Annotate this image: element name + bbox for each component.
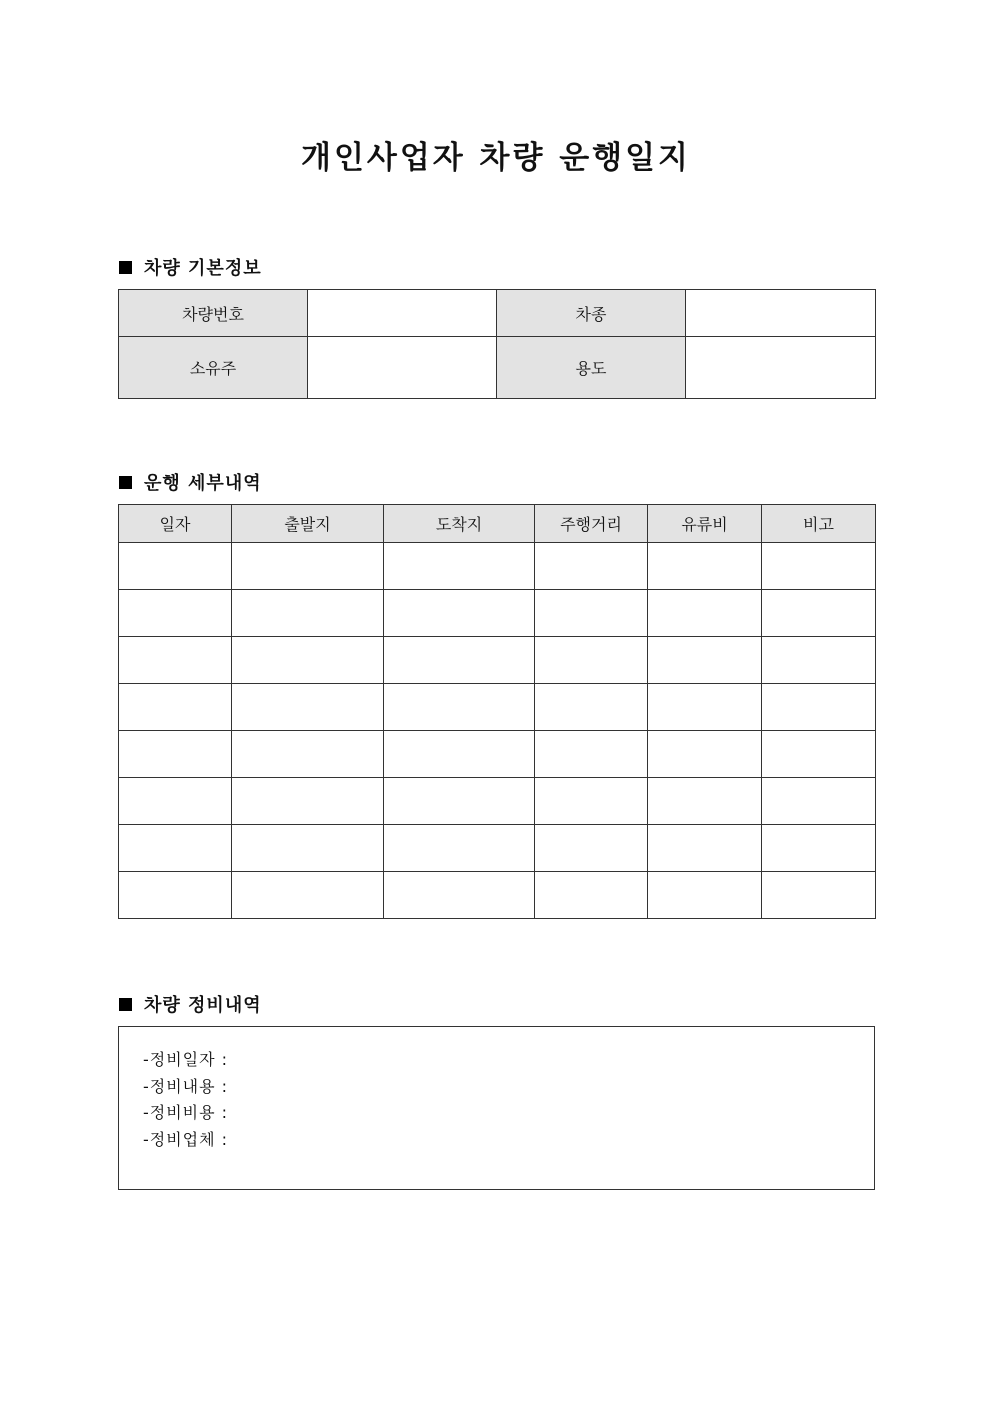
table-cell[interactable] — [384, 543, 535, 590]
table-row — [119, 825, 876, 872]
table-cell[interactable] — [119, 825, 232, 872]
section-heading-basic — [119, 254, 262, 280]
table-cell[interactable] — [384, 872, 535, 919]
table-cell[interactable] — [648, 778, 762, 825]
table-cell[interactable] — [762, 590, 876, 637]
table-row — [119, 731, 876, 778]
table-cell[interactable] — [119, 543, 232, 590]
table-cell[interactable] — [535, 825, 648, 872]
trip-detail-table — [118, 504, 876, 919]
table-cell[interactable] — [648, 590, 762, 637]
column-header-arrival: 도착지 — [384, 505, 535, 543]
table-cell[interactable] — [232, 731, 384, 778]
table-cell[interactable] — [535, 731, 648, 778]
table-cell[interactable] — [119, 778, 232, 825]
table-cell[interactable] — [762, 825, 876, 872]
maintenance-box[interactable] — [118, 1026, 875, 1190]
table-cell[interactable] — [232, 825, 384, 872]
section-heading-maintenance-label: 차량 정비내역 — [144, 995, 262, 1016]
table-cell[interactable] — [119, 731, 232, 778]
table-cell[interactable] — [648, 543, 762, 590]
table-cell[interactable] — [535, 543, 648, 590]
table-cell[interactable] — [232, 872, 384, 919]
table-cell[interactable] — [384, 731, 535, 778]
table-cell[interactable] — [384, 590, 535, 637]
section-heading-detail-label: 운행 세부내역 — [144, 473, 262, 494]
table-cell[interactable] — [535, 684, 648, 731]
column-header-departure: 출발지 — [232, 505, 384, 543]
table-cell[interactable] — [648, 825, 762, 872]
table-header-row — [119, 505, 876, 543]
table-cell[interactable] — [762, 543, 876, 590]
section-heading-detail — [119, 469, 262, 495]
table-cell[interactable] — [762, 731, 876, 778]
car-number-label: 차량번호 — [119, 290, 308, 337]
table-cell[interactable] — [232, 543, 384, 590]
table-cell[interactable] — [648, 637, 762, 684]
table-row — [119, 290, 876, 337]
table-cell[interactable] — [535, 637, 648, 684]
basic-info-table — [118, 289, 876, 399]
table-cell[interactable] — [119, 637, 232, 684]
maintenance-cost-line: -정비비용 : — [143, 1103, 229, 1122]
maintenance-vendor-line: -정비업체 : — [143, 1129, 229, 1149]
maintenance-date-line: -정비일자 : — [143, 1050, 229, 1069]
table-cell[interactable] — [119, 684, 232, 731]
maintenance-content-line: -정비내용 : — [143, 1076, 229, 1096]
table-row — [119, 684, 876, 731]
table-row — [119, 637, 876, 684]
column-header-fuel-cost: 유류비 — [648, 505, 762, 543]
car-number-field[interactable] — [308, 290, 497, 337]
table-cell[interactable] — [232, 637, 384, 684]
usage-field[interactable] — [686, 337, 876, 399]
table-cell[interactable] — [232, 590, 384, 637]
car-type-field[interactable] — [686, 290, 876, 337]
table-row — [119, 337, 876, 399]
table-cell[interactable] — [762, 778, 876, 825]
table-cell[interactable] — [119, 590, 232, 637]
car-type-label: 차종 — [497, 290, 686, 337]
table-cell[interactable] — [762, 872, 876, 919]
table-cell[interactable] — [232, 778, 384, 825]
table-cell[interactable] — [384, 778, 535, 825]
page-title: 개인사업자 차량 운행일지 — [301, 140, 691, 176]
section-heading-basic-label: 차량 기본정보 — [144, 258, 262, 279]
table-cell[interactable] — [535, 778, 648, 825]
table-cell[interactable] — [119, 872, 232, 919]
table-row — [119, 872, 876, 919]
column-header-date: 일자 — [119, 505, 232, 543]
table-cell[interactable] — [384, 825, 535, 872]
table-cell[interactable] — [648, 684, 762, 731]
table-row — [119, 778, 876, 825]
table-row — [119, 543, 876, 590]
table-row — [119, 590, 876, 637]
column-header-distance: 주행거리 — [535, 505, 648, 543]
column-header-remarks: 비고 — [762, 505, 876, 543]
black-square-icon — [119, 998, 132, 1011]
table-cell[interactable] — [648, 872, 762, 919]
section-heading-maintenance — [119, 991, 262, 1017]
table-cell[interactable] — [762, 637, 876, 684]
table-cell[interactable] — [648, 731, 762, 778]
table-cell[interactable] — [384, 637, 535, 684]
maintenance-lines — [143, 1047, 228, 1153]
table-cell[interactable] — [535, 590, 648, 637]
table-cell[interactable] — [535, 872, 648, 919]
table-cell[interactable] — [384, 684, 535, 731]
black-square-icon — [119, 476, 132, 489]
owner-field[interactable] — [308, 337, 497, 399]
owner-label: 소유주 — [119, 337, 308, 399]
table-cell[interactable] — [762, 684, 876, 731]
black-square-icon — [119, 261, 132, 274]
usage-label: 용도 — [497, 337, 686, 399]
table-cell[interactable] — [232, 684, 384, 731]
